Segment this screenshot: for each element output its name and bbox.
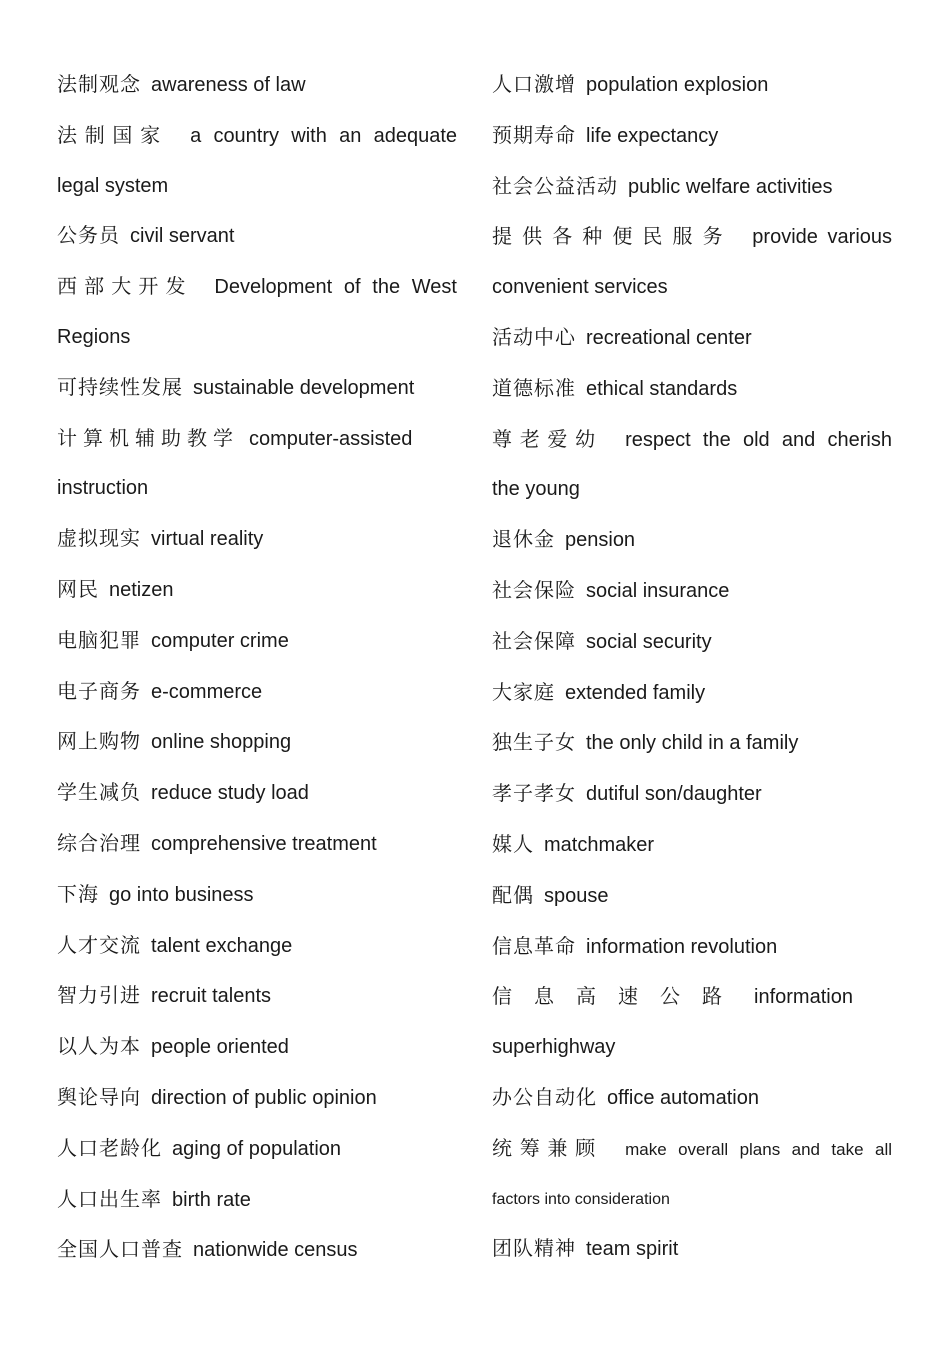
term-english: social insurance <box>586 579 730 602</box>
entry <box>492 1124 892 1175</box>
term-chinese: 社会保障 <box>492 628 576 653</box>
term-english: a country with an adequate <box>190 124 458 147</box>
term-english: convenient services <box>492 276 668 299</box>
term-english: pension <box>565 529 636 552</box>
entry <box>57 667 457 718</box>
entry-continuation <box>57 313 457 363</box>
term-english: extended family <box>565 681 706 704</box>
term-english: matchmaker <box>544 833 655 856</box>
entry <box>492 922 892 973</box>
term-english: spouse <box>544 884 609 907</box>
term-english: recreational center <box>586 326 752 349</box>
term-chinese: 人口激增 <box>492 72 576 96</box>
entry <box>57 363 457 414</box>
entry <box>492 972 892 1023</box>
term-chinese: 提供各种便民服务 <box>492 224 733 249</box>
term-chinese: 人口出生率 <box>57 1186 162 1211</box>
entry <box>492 415 892 466</box>
entry <box>57 111 457 162</box>
term-english: netizen <box>109 578 174 601</box>
term-chinese: 电脑犯罪 <box>57 627 141 652</box>
left-column <box>57 60 457 1276</box>
term-english: factors into consideration <box>492 1190 670 1208</box>
entry-continuation <box>492 1023 892 1073</box>
term-english: recruit talents <box>151 985 272 1008</box>
entry <box>492 668 892 719</box>
term-english: reduce study load <box>151 782 309 805</box>
term-english: respect the old and cherish <box>625 428 893 451</box>
term-chinese: 媒人 <box>492 831 534 856</box>
term-chinese: 独生子女 <box>492 730 576 755</box>
entry <box>57 211 457 262</box>
term-chinese: 下海 <box>57 881 99 906</box>
term-english: population explosion <box>586 74 769 96</box>
term-english: superhighway <box>492 1036 616 1059</box>
entry <box>492 566 892 617</box>
term-english: Development of the West <box>214 276 457 299</box>
term-chinese: 以人为本 <box>57 1034 141 1059</box>
term-english: public welfare activities <box>628 175 833 198</box>
term-english: Regions <box>57 325 131 348</box>
entry <box>492 60 892 111</box>
term-english: the only child in a family <box>586 732 799 755</box>
term-english: go into business <box>109 883 254 906</box>
term-chinese: 虚拟现实 <box>57 526 141 551</box>
entry <box>57 971 457 1022</box>
term-chinese: 人才交流 <box>57 932 141 957</box>
term-english: computer crime <box>151 629 289 652</box>
term-chinese: 可持续性发展 <box>57 374 183 399</box>
right-column <box>492 60 892 1275</box>
term-english: civil servant <box>130 225 235 248</box>
term-chinese: 智力引进 <box>57 983 141 1008</box>
term-chinese: 学生减负 <box>57 780 141 805</box>
term-chinese: 社会公益活动 <box>492 173 618 198</box>
entry <box>57 1175 457 1226</box>
entry-continuation <box>57 464 457 514</box>
term-chinese: 舆论导向 <box>57 1084 141 1109</box>
entry <box>492 718 892 769</box>
term-english: life expectancy <box>586 124 719 147</box>
entry <box>57 819 457 870</box>
term-english: online shopping <box>151 731 292 754</box>
entry <box>57 1022 457 1073</box>
term-english: direction of public opinion <box>151 1086 377 1109</box>
entry <box>57 921 457 972</box>
entry-continuation <box>57 162 457 212</box>
entry <box>57 1225 457 1276</box>
term-chinese: 公务员 <box>57 223 120 248</box>
term-chinese: 网上购物 <box>57 729 141 754</box>
term-chinese: 团队精神 <box>492 1236 576 1261</box>
entry-continuation <box>492 1175 892 1225</box>
term-chinese: 配偶 <box>492 882 534 907</box>
term-english: people oriented <box>151 1036 289 1059</box>
term-chinese: 综合治理 <box>57 830 141 855</box>
entry <box>57 717 457 768</box>
term-english: awareness of law <box>151 74 306 96</box>
term-chinese: 西部大开发 <box>57 274 193 299</box>
term-chinese: 社会保险 <box>492 577 576 602</box>
entry <box>492 820 892 871</box>
entry <box>492 769 892 820</box>
entry <box>492 1073 892 1124</box>
entry <box>492 871 892 922</box>
term-chinese: 预期寿命 <box>492 122 576 147</box>
entry <box>492 617 892 668</box>
term-chinese: 道德标准 <box>492 375 576 400</box>
term-english: dutiful son/daughter <box>586 783 762 806</box>
entry <box>57 616 457 667</box>
term-english: information <box>754 986 853 1009</box>
entry <box>492 162 892 213</box>
entry <box>57 60 457 111</box>
entry <box>492 212 892 263</box>
term-english: legal system <box>57 174 169 197</box>
entry <box>492 1224 892 1275</box>
term-chinese: 信息高速公路 <box>492 984 744 1009</box>
entry <box>57 414 457 465</box>
term-chinese: 退休金 <box>492 527 555 552</box>
term-english: computer-assisted <box>249 427 413 450</box>
term-chinese: 统筹兼顾 <box>492 1135 603 1160</box>
term-english: make overall plans and take all <box>625 1139 892 1159</box>
entry <box>57 768 457 819</box>
term-chinese: 法制国家 <box>57 122 168 147</box>
term-chinese: 孝子孝女 <box>492 781 576 806</box>
entry <box>57 1124 457 1175</box>
entry <box>57 262 457 313</box>
term-english: virtual reality <box>151 528 264 551</box>
term-chinese: 尊老爱幼 <box>492 426 603 451</box>
entry <box>492 111 892 162</box>
term-chinese: 法制观念 <box>57 72 141 96</box>
term-english: nationwide census <box>193 1239 358 1262</box>
term-english: e-commerce <box>151 680 263 703</box>
term-chinese: 信息革命 <box>492 933 576 958</box>
entry-continuation <box>492 263 892 313</box>
term-chinese: 人口老龄化 <box>57 1135 162 1160</box>
term-chinese: 大家庭 <box>492 679 555 704</box>
term-chinese: 办公自动化 <box>492 1084 597 1109</box>
term-english: the young <box>492 478 580 501</box>
term-english: instruction <box>57 477 149 500</box>
term-chinese: 电子商务 <box>57 678 141 703</box>
term-english: social security <box>586 630 712 653</box>
term-chinese: 全国人口普查 <box>57 1237 183 1262</box>
term-english: sustainable development <box>193 376 415 399</box>
entry <box>492 515 892 566</box>
term-chinese: 网民 <box>57 576 99 601</box>
entry <box>57 565 457 616</box>
entry <box>492 364 892 415</box>
term-english: aging of population <box>172 1137 342 1160</box>
term-chinese: 计算机辅助教学 <box>57 425 239 450</box>
term-english: talent exchange <box>151 934 293 957</box>
entry <box>57 870 457 921</box>
term-chinese: 活动中心 <box>492 324 576 349</box>
term-english: comprehensive treatment <box>151 832 377 855</box>
entry <box>57 1073 457 1124</box>
term-english: provide various <box>752 226 893 249</box>
term-english: information revolution <box>586 935 778 958</box>
term-english: office automation <box>607 1086 759 1109</box>
term-english: birth rate <box>172 1188 251 1211</box>
entry <box>57 514 457 565</box>
entry-continuation <box>492 465 892 515</box>
entry <box>492 313 892 364</box>
term-english: ethical standards <box>586 377 738 400</box>
term-english: team spirit <box>586 1238 679 1261</box>
